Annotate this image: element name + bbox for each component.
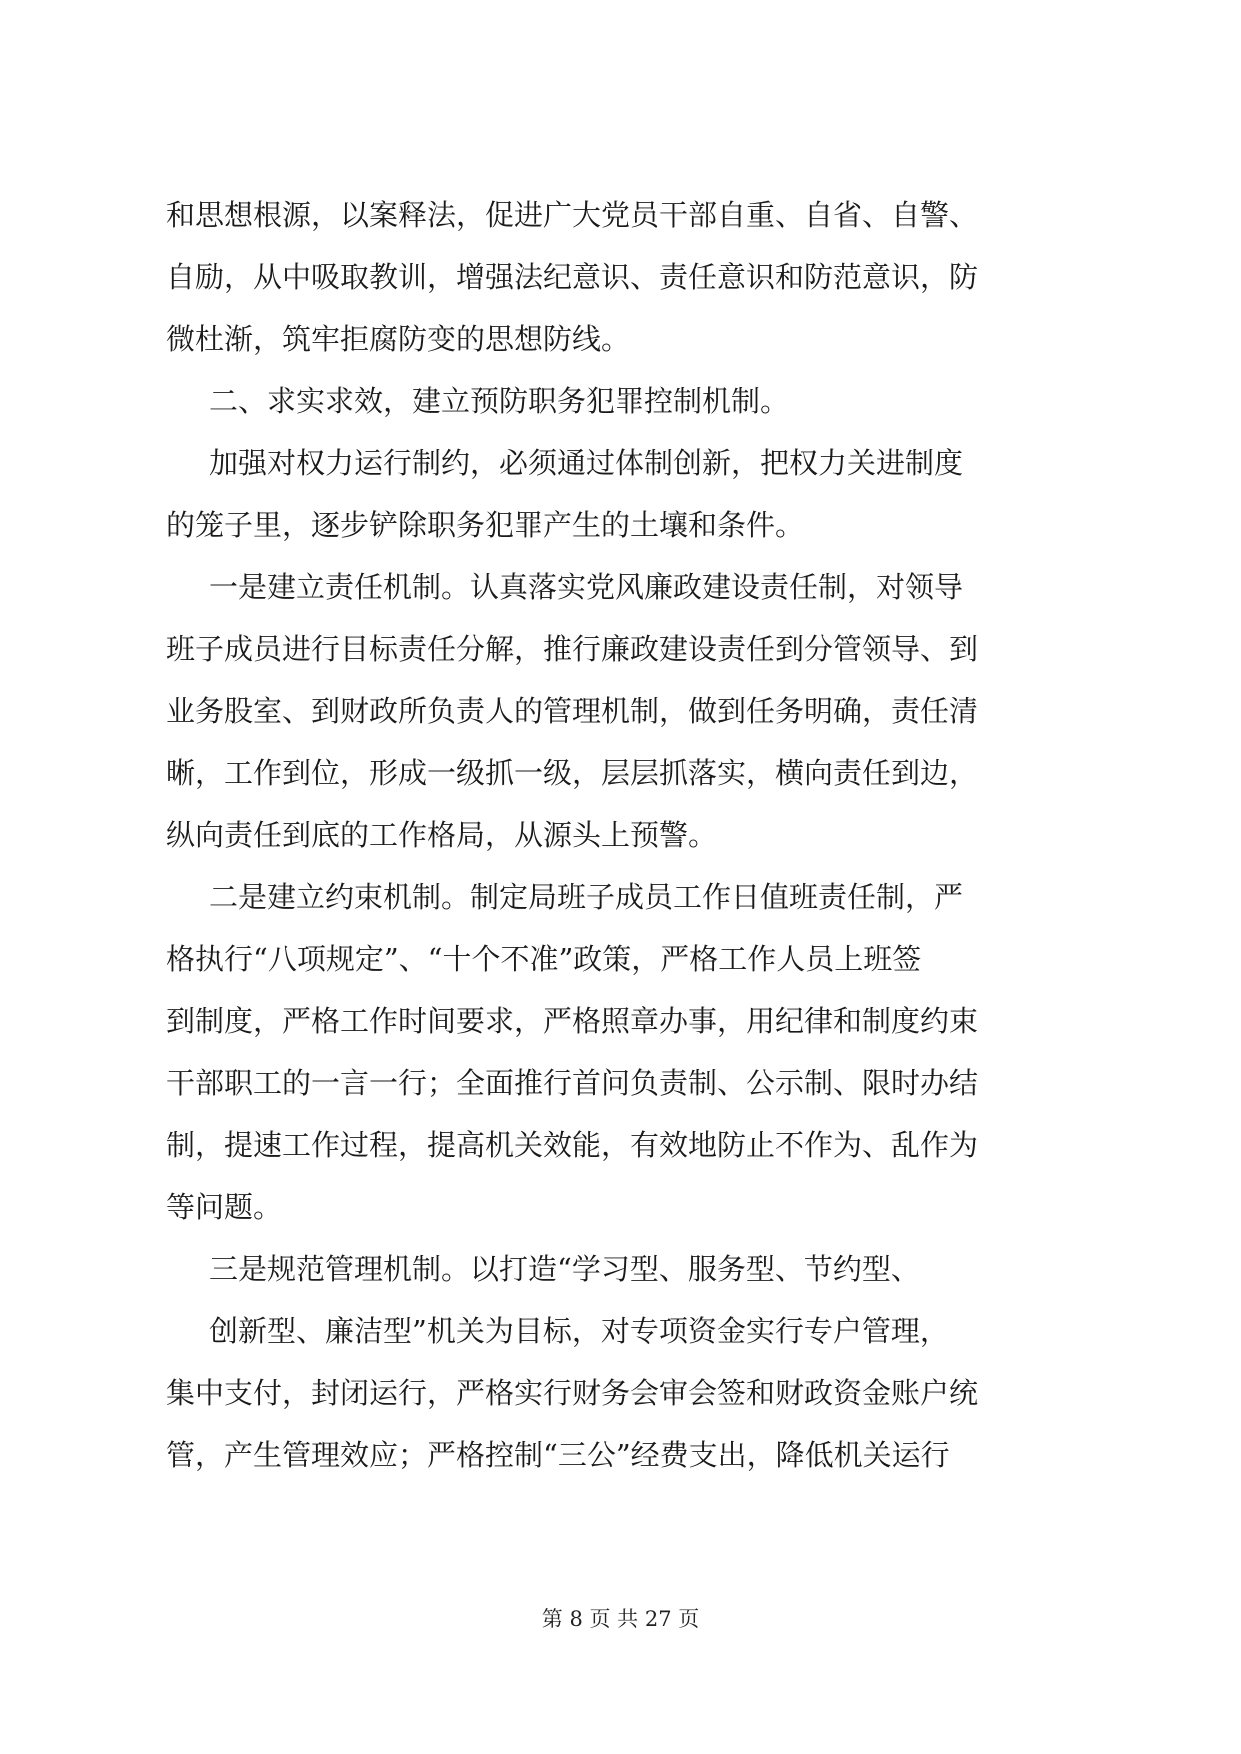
text-line: 到制度，严格工作时间要求，严格照章办事，用纪律和制度约束 <box>166 1004 979 1038</box>
page-number-label: 第 8 页 共 27 页 <box>541 1607 700 1631</box>
text-line: 制，提速工作过程，提高机关效能，有效地防止不作为、乱作为 <box>166 1128 979 1162</box>
text-line: 二是建立约束机制。制定局班子成员工作日值班责任制，严 <box>209 880 964 914</box>
text-line: 的笼子里，逐步铲除职务犯罪产生的土壤和条件。 <box>166 508 805 542</box>
text-line: 晰，工作到位，形成一级抓一级，层层抓落实，横向责任到边， <box>166 756 979 790</box>
text-line: 加强对权力运行制约，必须通过体制创新，把权力关进制度 <box>209 446 964 480</box>
text-line: 格执行“八项规定”、“十个不准”政策，严格工作人员上班签 <box>166 942 922 976</box>
text-line: 管，产生管理效应；严格控制“三公”经费支出，降低机关运行 <box>166 1438 950 1472</box>
text-line: 和思想根源，以案释法，促进广大党员干部自重、自省、自警、 <box>166 198 979 232</box>
text-line: 自励，从中吸取教训，增强法纪意识、责任意识和防范意识，防 <box>166 260 979 294</box>
text-line: 三是规范管理机制。以打造“学习型、服务型、节约型、 <box>209 1252 920 1286</box>
text-line: 创新型、廉洁型”机关为目标，对专项资金实行专户管理， <box>209 1314 949 1348</box>
text-line: 等问题。 <box>166 1190 283 1224</box>
text-line: 微杜渐，筑牢拒腐防变的思想防线。 <box>166 322 631 356</box>
page-footer <box>0 1604 1241 1634</box>
text-line: 一是建立责任机制。认真落实党风廉政建设责任制，对领导 <box>209 570 964 604</box>
text-line: 纵向责任到底的工作格局，从源头上预警。 <box>166 818 718 852</box>
text-line: 班子成员进行目标责任分解，推行廉政建设责任到分管领导、到 <box>166 632 979 666</box>
text-line: 集中支付，封闭运行，严格实行财务会审会签和财政资金账户统 <box>166 1376 979 1410</box>
text-line: 二、求实求效，建立预防职务犯罪控制机制。 <box>209 384 790 418</box>
text-line: 干部职工的一言一行；全面推行首问负责制、公示制、限时办结 <box>166 1066 979 1100</box>
text-line: 业务股室、到财政所负责人的管理机制，做到任务明确，责任清 <box>166 694 979 728</box>
